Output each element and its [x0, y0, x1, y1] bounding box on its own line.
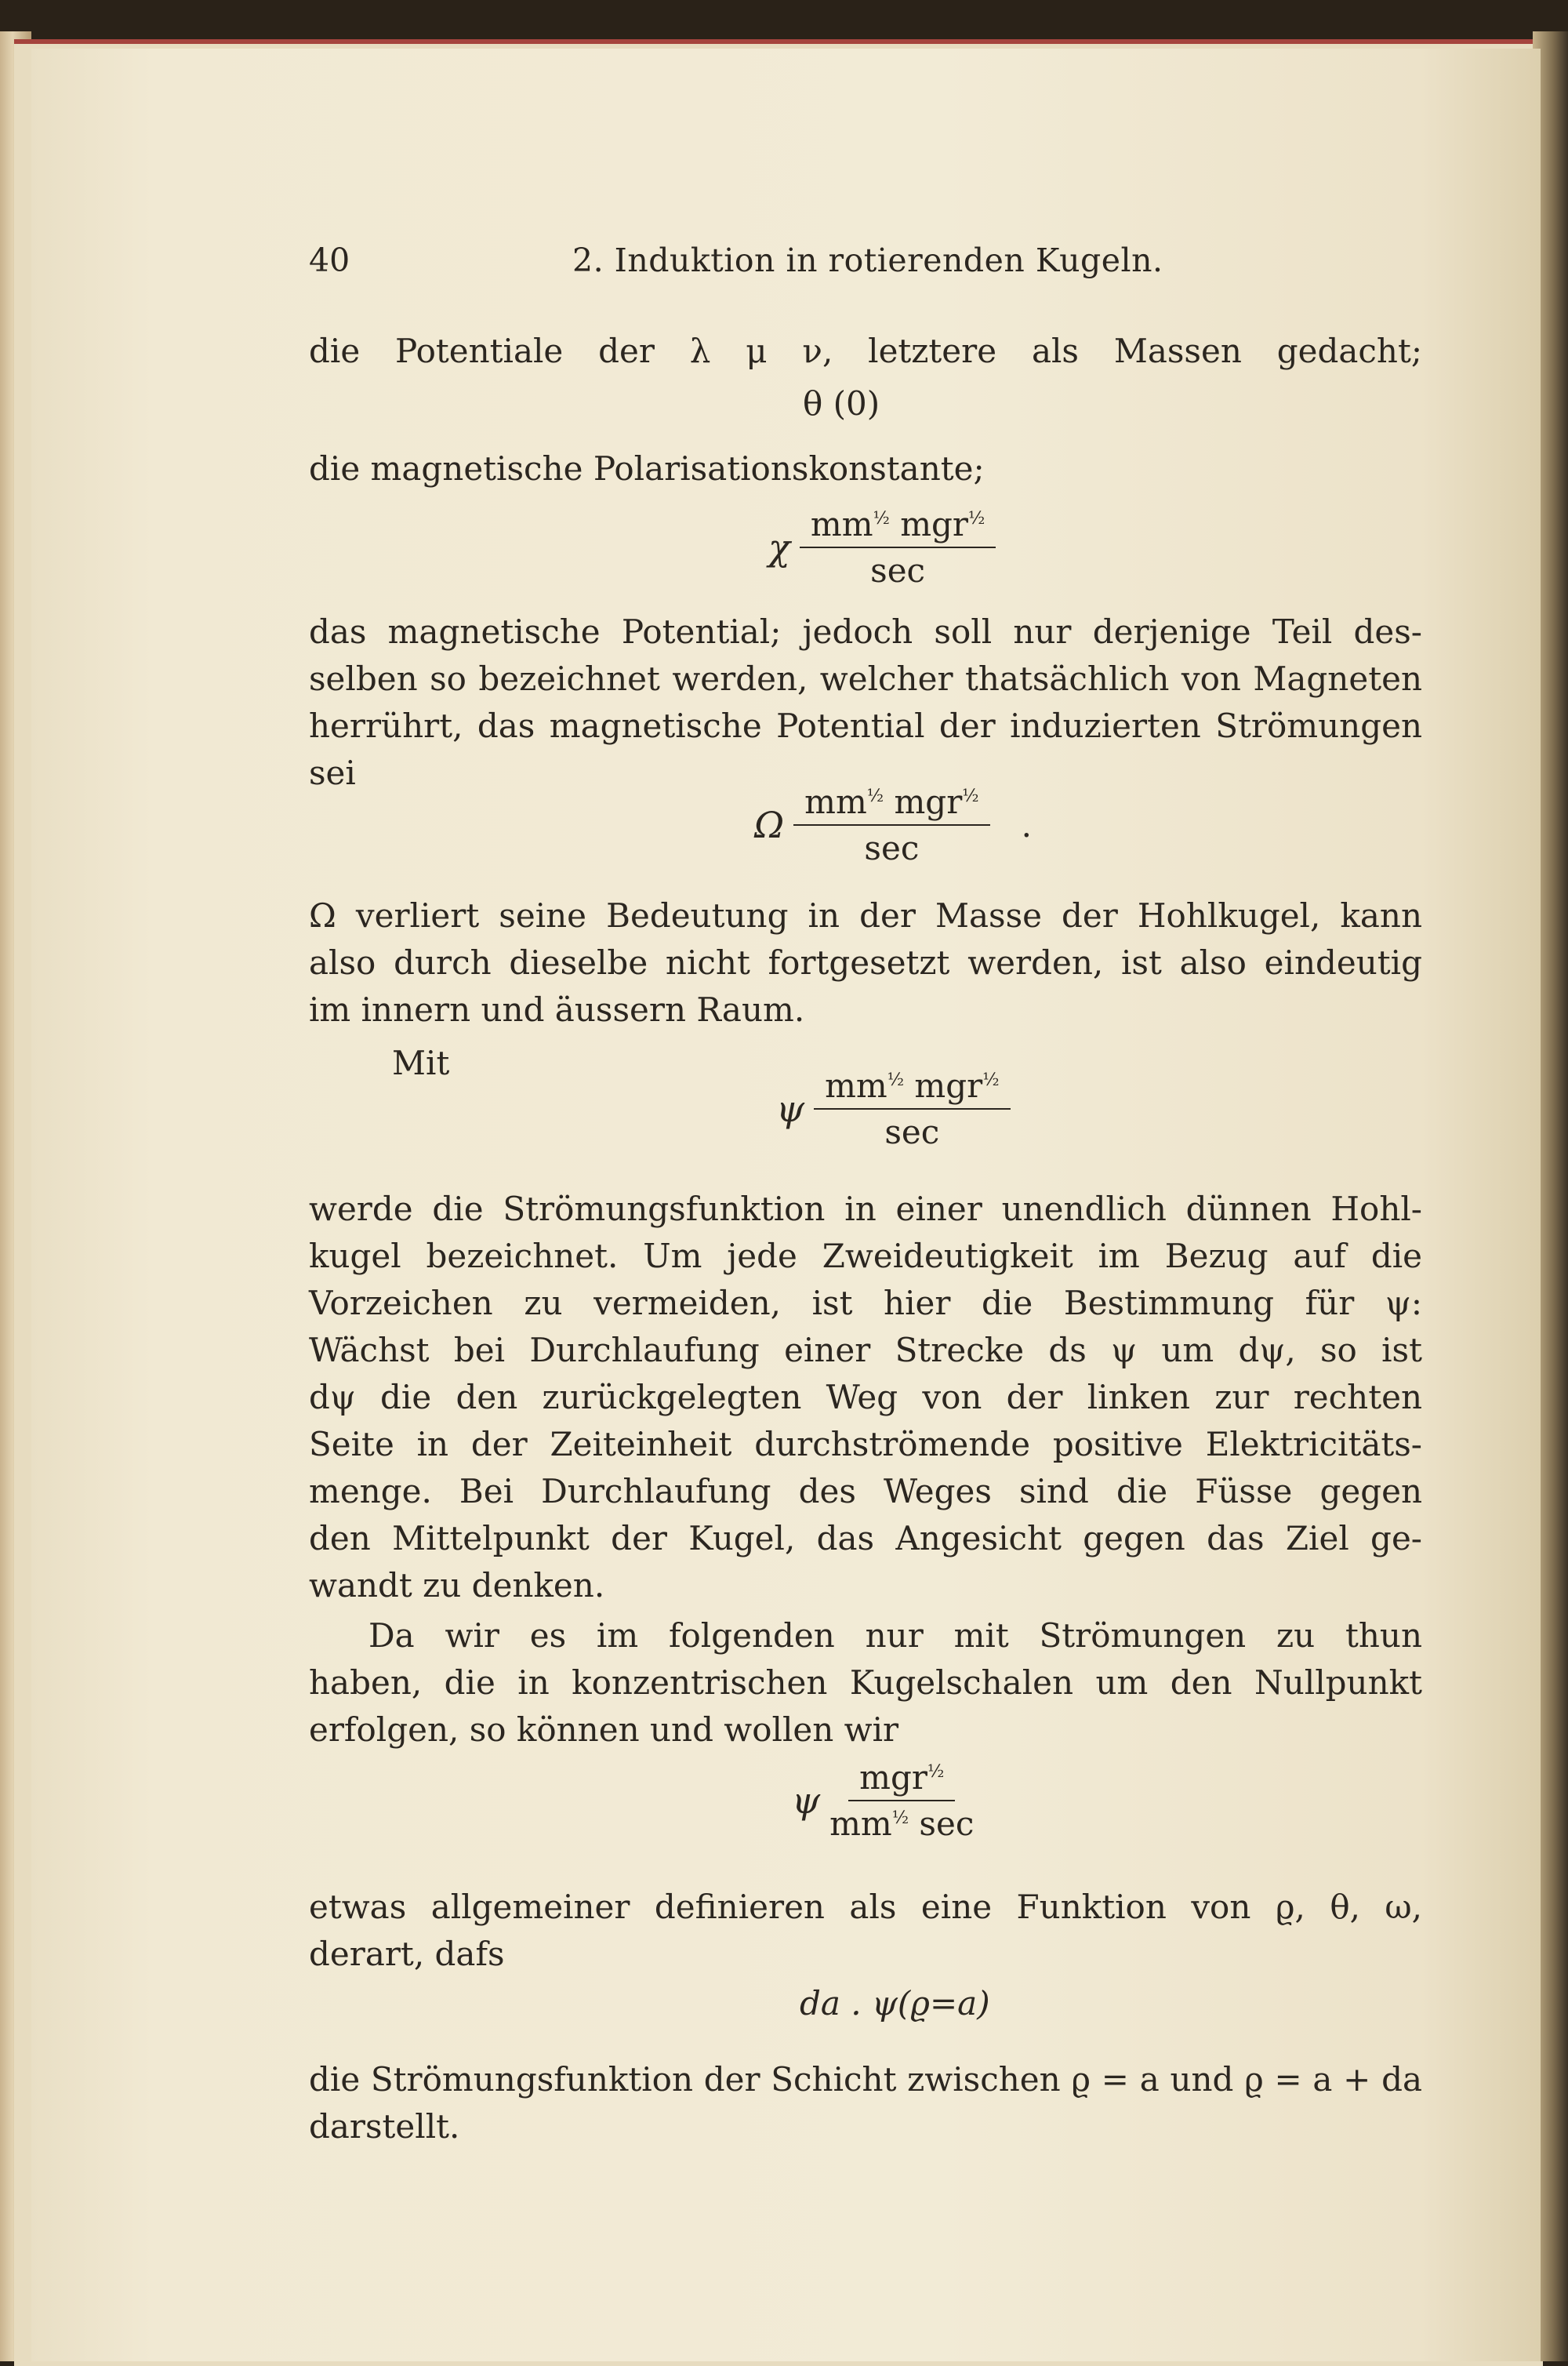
denominator: sec	[884, 1113, 940, 1151]
formula-symbol: ψ	[776, 1088, 805, 1130]
text-line: Seite in der Zeiteinheit durchströmende positive Elektricitäts-	[309, 1425, 1422, 1463]
text-line: kugel bezeichnet. Um jede Zweideutigkeit im Bezug auf die	[309, 1237, 1422, 1275]
text-line: erfolgen, so können und wollen wir	[309, 1710, 899, 1749]
formula-psi-2	[792, 1758, 974, 1843]
formula-symbol: ψ	[792, 1779, 821, 1822]
text-line: dψ die den zurückgelegten Weg von der linken zur rechten	[309, 1378, 1422, 1416]
text-line: Mit	[392, 1044, 450, 1082]
fraction	[793, 783, 989, 867]
formula-omega	[754, 783, 1032, 867]
text-line: im innern und äussern Raum.	[309, 990, 805, 1029]
text-line: sei	[309, 754, 356, 792]
formula-theta: θ (0)	[803, 384, 880, 423]
text-line: derart, dafs	[309, 1935, 505, 1973]
text-line: die Strömungsfunktion der Schicht zwischen ϱ = a und ϱ = a + da	[309, 2060, 1422, 2099]
formula-symbol: Ω	[754, 804, 785, 846]
formula-symbol: χ	[768, 526, 790, 569]
formula-da: da . ψ(ϱ=a)	[800, 1984, 990, 2023]
numerator: $mm^{\frac{1}{2}}$ mgr$^{\frac{1}{2}}$	[814, 1067, 1010, 1110]
text-line: den Mittelpunkt der Kugel, das Angesicht gegen das Ziel ge-	[309, 1519, 1422, 1557]
text-line: etwas allgemeiner definieren als eine Funktion von ϱ, θ, ω,	[309, 1888, 1422, 1926]
denominator: sec	[870, 551, 926, 590]
numerator: $mm^{\frac{1}{2}}$ mgr$^{\frac{1}{2}}$	[793, 783, 989, 826]
denominator: $mm^{\frac{1}{2}}$ sec	[829, 1804, 975, 1843]
numerator: $mm^{\frac{1}{2}}$ mgr$^{\frac{1}{2}}$	[800, 505, 996, 548]
text-line: darstellt.	[309, 2107, 460, 2146]
text-line: das magnetische Potential; jedoch soll nur derjenige Teil des-	[309, 612, 1422, 651]
text-line: die magnetische Polarisationskonstante;	[309, 449, 985, 488]
numerator: mgr$^{\frac{1}{2}}$	[848, 1758, 955, 1801]
text-line: selben so bezeichnet werden, welcher thatsächlich von Magneten	[309, 660, 1422, 698]
book-page	[31, 49, 1541, 2361]
text-line: wandt zu denken.	[309, 1566, 605, 1605]
fraction	[800, 505, 996, 590]
page-header	[31, 242, 1541, 289]
denominator: sec	[864, 829, 920, 867]
formula-period: .	[1021, 805, 1032, 845]
text-line: Ω verliert seine Bedeutung in der Masse der Hohlkugel, kann	[309, 896, 1422, 935]
text-line: Da wir es im folgenden nur mit Strömungen zu thun	[368, 1616, 1422, 1655]
formula-chi	[768, 505, 996, 590]
text-line: menge. Bei Durchlaufung des Weges sind die Füsse gegen	[309, 1472, 1422, 1510]
text-line: werde die Strömungsfunktion in einer unendlich dünnen Hohl-	[309, 1190, 1422, 1228]
formula-psi-1	[776, 1067, 1011, 1151]
running-title: 2. Induktion in rotierenden Kugeln.	[572, 242, 1163, 279]
text-line: also durch dieselbe nicht fortgesetzt werden, ist also eindeutig	[309, 943, 1422, 982]
fraction	[829, 1758, 974, 1843]
text-line: herrührt, das magnetische Potential der induzierten Strömungen	[309, 707, 1422, 745]
text-line: die Potentiale der λ μ ν, letztere als Massen gedacht;	[309, 332, 1422, 370]
text-line: haben, die in konzentrischen Kugelschalen um den Nullpunkt	[309, 1663, 1422, 1702]
text-line: Vorzeichen zu vermeiden, ist hier die Bestimmung für ψ:	[309, 1284, 1422, 1322]
page-number: 40	[309, 242, 350, 279]
text-line: Wächst bei Durchlaufung einer Strecke ds ψ um dψ, so ist	[309, 1331, 1422, 1369]
fraction	[814, 1067, 1010, 1151]
